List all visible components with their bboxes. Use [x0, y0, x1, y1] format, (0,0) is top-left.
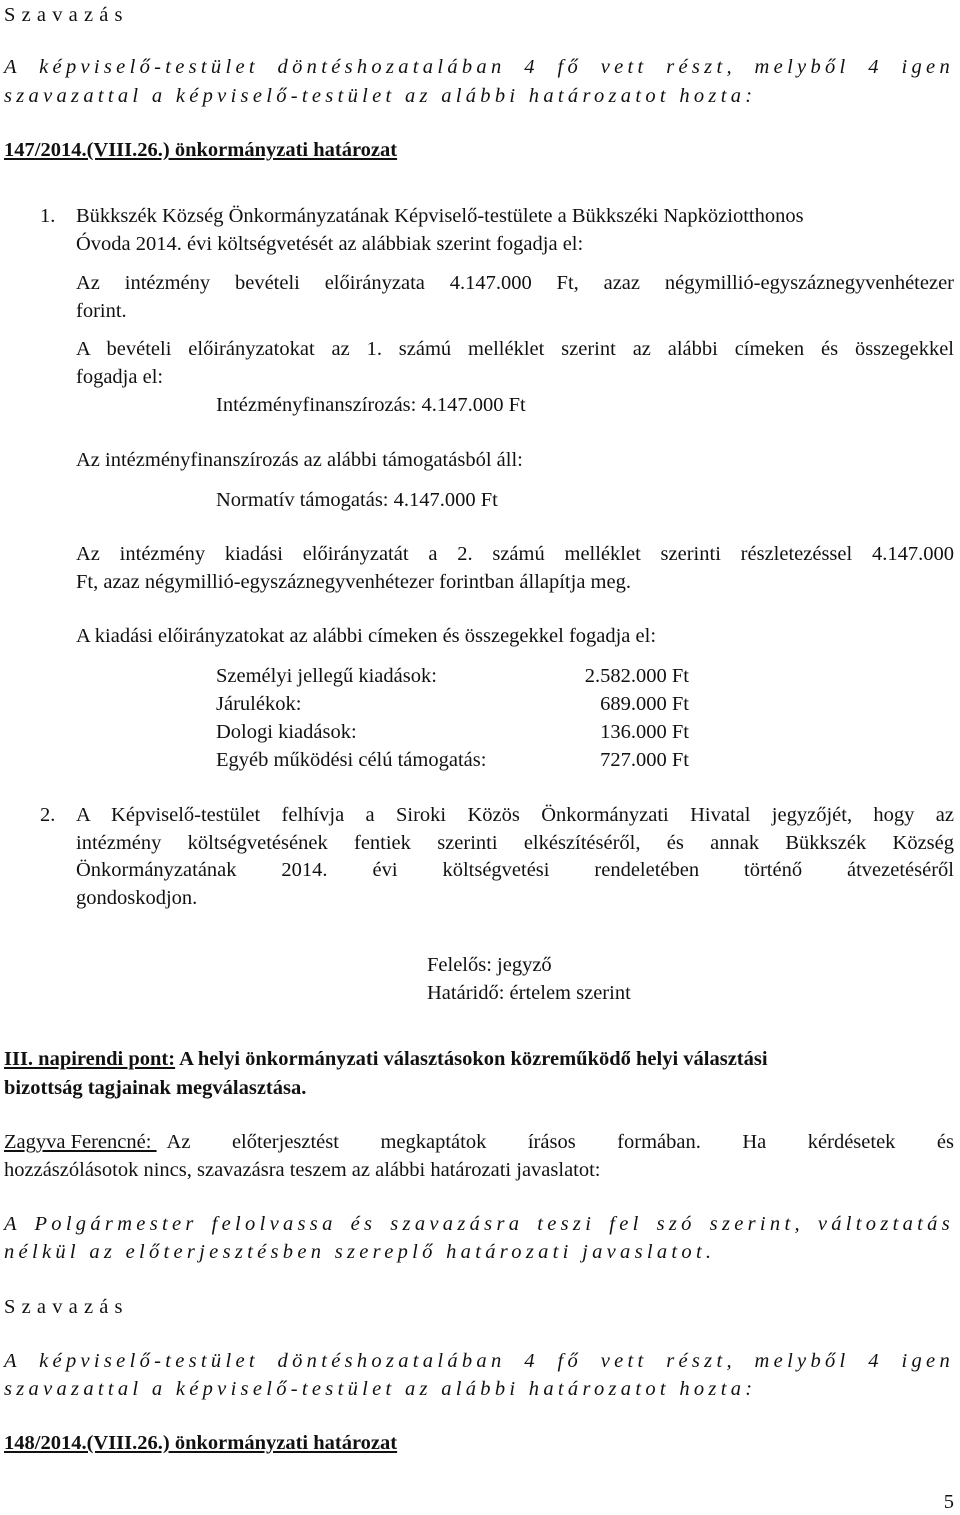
revenue-items-line: fogadja el:	[76, 366, 164, 388]
mayor-note-line: nélkül az előterjesztésben szereplő határozati javaslatot.	[4, 1241, 716, 1263]
expense-amount: 689.000 Ft	[600, 693, 689, 715]
expense-amount: 2.582.000 Ft	[584, 665, 689, 687]
resolution-title: 147/2014.(VIII.26.) önkormányzati határozat	[4, 139, 398, 161]
paragraph-line: intézmény költségvetésének fentiek szerinti elkészítéséről, és annak Bükkszék Község	[76, 832, 954, 854]
expense-items-intro: A kiadási előirányzatokat az alábbi címeken és összegekkel fogadja el:	[76, 625, 657, 647]
financing-consists: Az intézményfinanszírozás az alábbi támogatásból áll:	[76, 449, 523, 471]
revenue-line: Az intézmény bevételi előirányzata 4.147.000 Ft, azaz négymillió-egyszáznegyvenhétezer	[76, 272, 954, 294]
page-number: 5	[943, 1491, 954, 1513]
revenue-line: forint.	[76, 300, 127, 322]
expense-amount: 727.000 Ft	[600, 749, 689, 771]
expense-label: Egyéb működési célú támogatás:	[216, 749, 487, 771]
speaker-text: Az előterjesztést megkaptátok írásos formában. Ha kérdésetek és	[166, 1131, 954, 1153]
revenue-items-line: A bevételi előirányzatokat az 1. számú melléklet szerint az alábbi címeken és összegekkel	[76, 338, 954, 360]
expense-label: Személyi jellegű kiadások:	[216, 665, 437, 687]
responsible-line: Felelős: jegyző	[427, 954, 552, 976]
expense-line: Ft, azaz négymillió-egyszáznegyvenhétezer forintban állapítja meg.	[76, 571, 631, 593]
item-number: 1.	[40, 205, 56, 227]
paragraph-line: Bükkszék Község Önkormányzatának Képviselő-testülete a Bükkszéki Napköziotthonos	[76, 205, 804, 227]
vote-heading: Szavazás	[4, 4, 129, 26]
vote-intro-line: szavazattal a képviselő-testület az alábbi határozatot hozta:	[4, 85, 757, 107]
speaker-line	[4, 1132, 954, 1153]
resolution-title: 148/2014.(VIII.26.) önkormányzati határozat	[4, 1432, 398, 1454]
agenda-label: III. napirendi pont:	[4, 1048, 176, 1070]
expense-label: Dologi kiadások:	[216, 721, 357, 743]
expense-label: Járulékok:	[216, 693, 302, 715]
agenda-title: A helyi önkormányzati választásokon közreműködő helyi választási	[175, 1048, 768, 1070]
normative-support: Normatív támogatás: 4.147.000 Ft	[216, 489, 498, 511]
paragraph-line: gondoskodjon.	[76, 887, 198, 909]
paragraph-line: Önkormányzatának 2014. évi költségvetési rendeletében történő átvezetéséről	[76, 859, 954, 881]
vote-intro-line: A képviselő-testület döntéshozatalában 4 fő vett részt, melyből 4 igen	[4, 1350, 954, 1372]
expense-line: Az intézmény kiadási előirányzatát a 2. számú melléklet szerinti részletezéssel 4.147.000	[76, 543, 954, 565]
vote-intro-line: A képviselő-testület döntéshozatalában 4 fő vett részt, melyből 4 igen	[4, 56, 954, 78]
agenda-heading	[4, 1049, 768, 1070]
speaker-text-line: hozzászólásotok nincs, szavazásra teszem az alábbi határozati javaslatot:	[4, 1159, 601, 1181]
vote-intro-line: szavazattal a képviselő-testület az alábbi határozatot hozta:	[4, 1378, 757, 1400]
vote-heading: Szavazás	[4, 1296, 129, 1318]
paragraph-line: Óvoda 2014. évi költségvetését az alábbiak szerint fogadja el:	[76, 233, 584, 255]
agenda-title-line: bizottság tagjainak megválasztása.	[4, 1077, 307, 1099]
item-number: 2.	[40, 804, 56, 826]
expense-amount: 136.000 Ft	[600, 721, 689, 743]
speaker-name: Zagyva Ferencné:	[4, 1131, 157, 1153]
institution-financing: Intézményfinanszírozás: 4.147.000 Ft	[216, 394, 526, 416]
deadline-line: Határidő: értelem szerint	[427, 982, 631, 1004]
mayor-note-line: A Polgármester felolvassa és szavazásra teszi fel szó szerint, változtatás	[4, 1213, 954, 1235]
paragraph-line: A Képviselő-testület felhívja a Siroki Közös Önkormányzati Hivatal jegyzőjét, hogy az	[76, 804, 954, 826]
